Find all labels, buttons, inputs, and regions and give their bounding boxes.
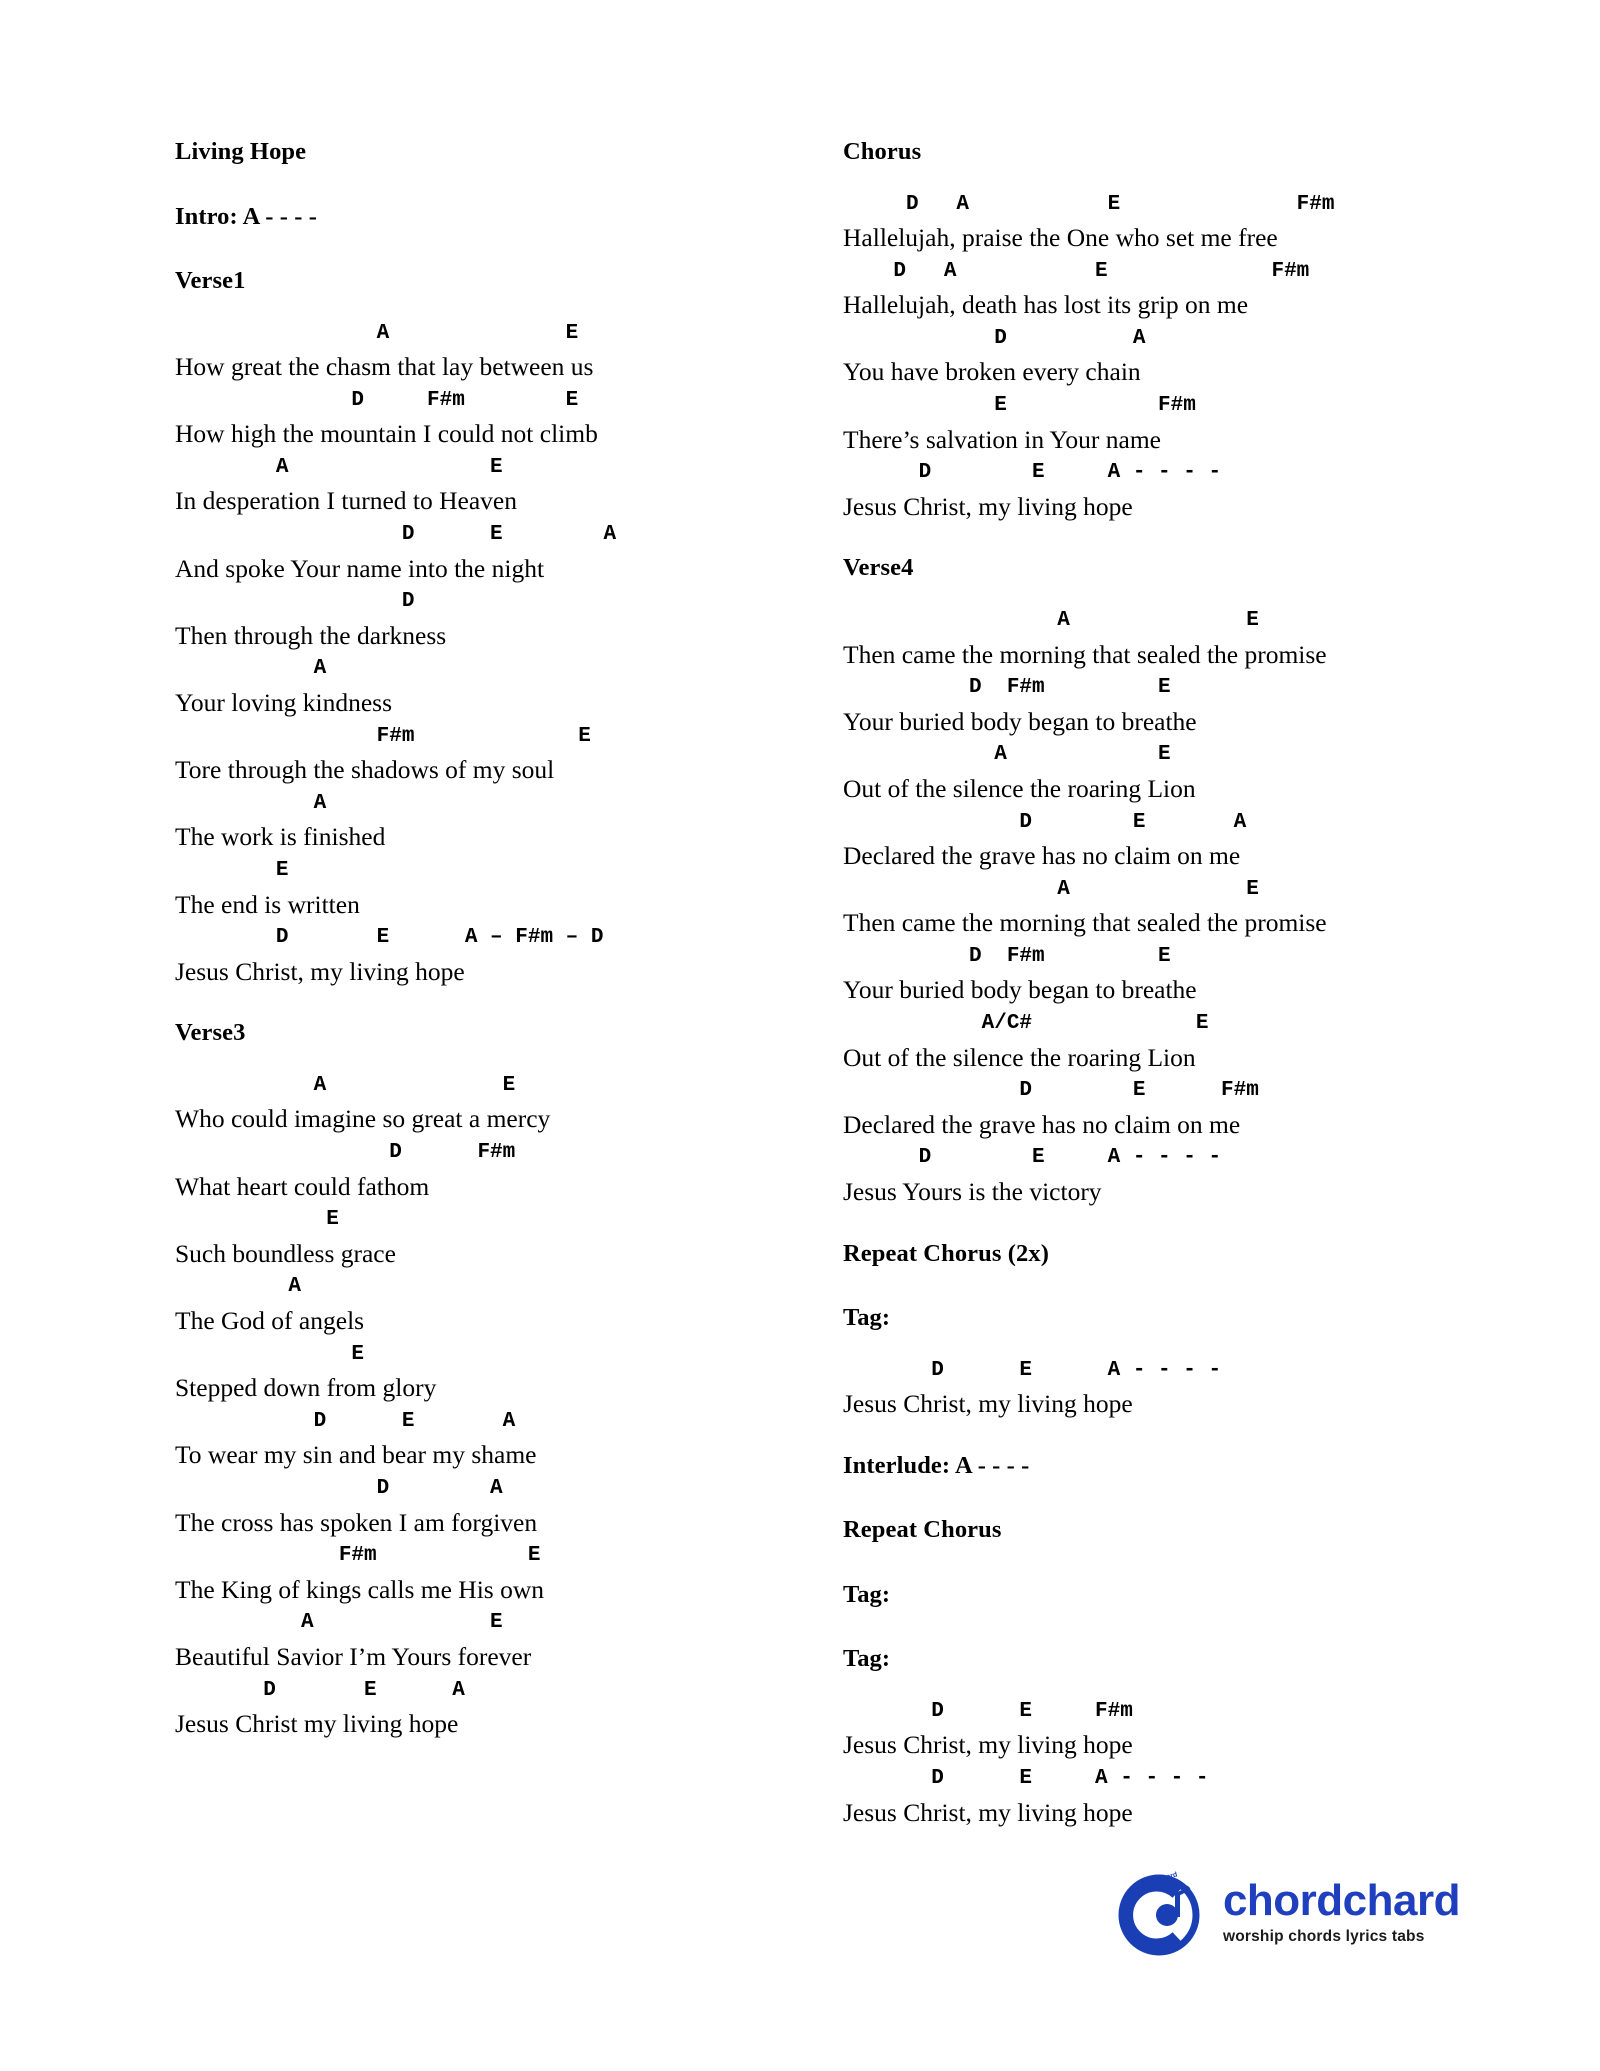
section-heading: Interlude: A - - - - — [843, 1451, 1030, 1479]
chord-line: D F#m E — [843, 944, 1171, 968]
chord-line: D E F#m — [843, 1079, 1259, 1103]
lyric-line: How great the chasm that lay between us — [175, 352, 594, 382]
lyric-line: To wear my sin and bear my shame — [175, 1440, 537, 1470]
chord-line: D F#m E — [175, 388, 579, 412]
section-heading: Living Hope — [175, 138, 307, 165]
lyric-line: The King of kings calls me His own — [175, 1574, 544, 1604]
section-heading: Tag: — [843, 1304, 891, 1332]
chord-lyric-pair — [175, 585, 765, 652]
lyric-line: The work is finished — [175, 822, 386, 852]
chord-line: E F#m — [843, 394, 1196, 418]
lyric-line: The end is written — [175, 889, 360, 919]
logo-wordmark: chordchard — [1222, 1876, 1460, 1926]
chord-line: D E A — [175, 523, 617, 547]
chord-lyric-pair — [843, 1007, 1433, 1074]
chord-lyric-pair — [175, 1472, 765, 1539]
lyric-line: Such boundless grace — [175, 1238, 396, 1268]
chordchard-logo-mark-icon — [1111, 1865, 1207, 1961]
chord-lyric-pair — [843, 604, 1433, 671]
chord-lyric-pair — [175, 787, 765, 854]
chord-line: A/C# E — [843, 1012, 1209, 1036]
chord-line: D E A - - - - — [843, 1358, 1222, 1382]
chord-line: A E — [175, 1611, 503, 1635]
song-section — [843, 1451, 1433, 1519]
chord-line: D E A — [175, 1409, 516, 1433]
lyric-line: How high the mountain I could not climb — [175, 419, 598, 449]
chord-lyric-pair — [175, 652, 765, 719]
chord-lyric-pair — [843, 456, 1433, 523]
lyric-line: There’s salvation in Your name — [843, 424, 1161, 454]
lyric-line: Jesus Christ my living hope — [175, 1709, 459, 1739]
lyric-line: Tore through the shadows of my soul — [175, 755, 555, 785]
song-section — [175, 140, 765, 205]
lyric-line: The God of angels — [175, 1306, 365, 1336]
spacer — [843, 588, 1433, 604]
chord-line: E — [175, 1208, 339, 1232]
chord-line: A E — [175, 1073, 516, 1097]
chord-line: E — [175, 859, 289, 882]
lyric-line: Then came the morning that sealed the promise — [843, 639, 1327, 669]
lyric-line: Jesus Christ, my living hope — [843, 1797, 1133, 1827]
lyric-line: Your loving kindness — [175, 688, 393, 718]
chord-line: D E A — [843, 810, 1247, 834]
section-heading: Verse4 — [843, 554, 914, 582]
song-section — [843, 556, 1433, 1241]
chord-lyric-pair — [843, 255, 1433, 322]
section-heading: Tag: — [843, 1580, 891, 1608]
chord-line: D E F#m — [843, 1699, 1133, 1723]
chord-line: D F#m — [175, 1141, 516, 1165]
lyric-line: Then came the morning that sealed the promise — [843, 908, 1327, 938]
lyric-line: Out of the silence the roaring Lion — [843, 773, 1196, 803]
chord-line: A E — [175, 455, 503, 479]
lyric-line: What heart could fathom — [175, 1171, 430, 1201]
lyric-line: Jesus Christ, my living hope — [843, 1730, 1133, 1760]
chord-line: D E A - - - - — [843, 461, 1222, 485]
chord-lyric-pair — [175, 451, 765, 518]
chord-line: A E — [175, 321, 579, 345]
chord-lyric-pair — [175, 1674, 765, 1741]
chord-lyric-pair — [175, 1338, 765, 1405]
song-section — [843, 1239, 1433, 1307]
chord-lyric-pair — [843, 940, 1433, 1007]
logo-text-group — [1222, 1876, 1460, 1947]
song-section — [175, 202, 765, 270]
song-section — [175, 269, 765, 1021]
chord-lyric-pair — [843, 1695, 1433, 1762]
chord-lyric-pair — [843, 389, 1433, 456]
chord-line: D A — [843, 326, 1146, 350]
chord-line: D E A — [175, 1678, 465, 1702]
spacer — [843, 1338, 1433, 1354]
chord-line: F#m E — [175, 724, 591, 748]
section-spacer — [843, 523, 1433, 556]
song-section — [843, 1580, 1433, 1648]
chord-lyric-pair — [843, 1074, 1433, 1141]
chord-line: E — [175, 1342, 365, 1366]
section-spacer — [175, 988, 765, 1021]
spacer — [843, 1679, 1433, 1695]
chord-lyric-pair — [175, 1270, 765, 1337]
chord-line: F#m E — [175, 1544, 541, 1568]
chord-line: A E — [843, 743, 1171, 767]
chord-line: A E — [843, 877, 1259, 901]
section-spacer — [843, 1273, 1433, 1306]
chord-line: A E — [843, 608, 1259, 632]
lyric-line: Beautiful Savior I’m Yours forever — [175, 1641, 532, 1671]
song-section — [175, 1021, 765, 1756]
lyric-line: You have broken every chain — [843, 357, 1141, 387]
chord-line: D — [175, 590, 415, 614]
chord-lyric-pair — [175, 921, 765, 988]
lyric-line: Your buried body began to breathe — [843, 975, 1197, 1005]
lyric-line: Stepped down from glory — [175, 1373, 437, 1403]
section-spacer — [175, 236, 765, 269]
chord-line: D A — [175, 1477, 503, 1500]
chord-lyric-pair — [175, 1069, 765, 1136]
chord-line: A — [175, 1275, 302, 1299]
lyric-line: Jesus Christ, my living hope — [843, 491, 1133, 521]
chord-lyric-pair — [843, 188, 1433, 255]
song-section — [843, 140, 1433, 556]
lyric-line: The cross has spoken I am forgiven — [175, 1507, 538, 1537]
section-spacer — [175, 1741, 765, 1757]
section-spacer — [843, 1614, 1433, 1647]
lyric-line: And spoke Your name into the night — [175, 553, 545, 583]
song-section — [843, 1647, 1433, 1845]
chord-lyric-pair — [175, 518, 765, 585]
lyric-line: Jesus Yours is the victory — [843, 1177, 1102, 1207]
two-column-layout — [175, 140, 1450, 1845]
lyric-line: Jesus Christ, my living hope — [175, 956, 465, 986]
chord-line: A — [175, 791, 327, 815]
lyric-line: Jesus Christ, my living hope — [843, 1389, 1133, 1419]
chord-line: A — [175, 657, 327, 681]
lyric-line: Declared the grave has no claim on me — [843, 1109, 1241, 1139]
section-spacer — [843, 1550, 1433, 1583]
section-heading: Repeat Chorus (2x) — [843, 1239, 1049, 1267]
chord-line: D F#m E — [843, 676, 1171, 700]
chord-lyric-pair — [843, 1762, 1433, 1829]
chord-lyric-pair — [843, 738, 1433, 805]
lyric-line: Out of the silence the roaring Lion — [843, 1042, 1196, 1072]
section-heading: Verse1 — [175, 267, 246, 294]
section-heading: Tag: — [843, 1645, 891, 1673]
logo-tagline: worship chords lyrics tabs — [1222, 1928, 1425, 1946]
chord-line: D A E F#m — [843, 192, 1335, 216]
chord-lyric-pair — [175, 854, 765, 921]
chord-lyric-pair — [175, 384, 765, 451]
chord-lyric-pair — [843, 671, 1433, 738]
section-spacer — [843, 1829, 1433, 1845]
chord-line: D E A - - - - — [843, 1767, 1209, 1790]
lyric-line: Then through the darkness — [175, 620, 447, 650]
song-section — [843, 1518, 1433, 1583]
section-spacer — [843, 1421, 1433, 1454]
spacer — [175, 301, 765, 317]
section-spacer — [175, 172, 765, 205]
chord-line: D E A - - - - — [843, 1146, 1222, 1170]
chord-lyric-pair — [175, 1203, 765, 1270]
spacer — [175, 1053, 765, 1069]
chord-lyric-pair — [175, 1405, 765, 1472]
section-heading: Intro: A - - - - — [175, 202, 318, 230]
section-heading: Chorus — [843, 138, 922, 165]
chord-lyric-pair — [843, 1141, 1433, 1208]
lyric-line: Hallelujah, death has lost its grip on me — [843, 290, 1249, 320]
chord-lyric-pair — [843, 873, 1433, 940]
chordchard-logo — [1111, 1865, 1460, 1961]
chord-lyric-pair — [175, 317, 765, 384]
left-column — [175, 140, 765, 1757]
section-spacer — [843, 1485, 1433, 1518]
lyric-line: Hallelujah, praise the One who set me free — [843, 223, 1278, 253]
section-heading: Repeat Chorus — [843, 1516, 1002, 1544]
chord-lyric-pair — [175, 1136, 765, 1203]
chord-lyric-pair — [843, 1354, 1433, 1421]
svg-text:chordchard: chordchard — [1139, 1871, 1179, 1888]
chord-line: D E A – F#m – D — [175, 926, 604, 950]
chord-line: D A E F#m — [843, 259, 1310, 283]
section-heading: Verse3 — [175, 1019, 246, 1047]
lyric-line: Who could imagine so great a mercy — [175, 1104, 551, 1134]
song-section — [843, 1306, 1433, 1454]
chord-lyric-pair — [843, 806, 1433, 873]
chord-lyric-pair — [843, 322, 1433, 389]
chord-lyric-pair — [175, 1606, 765, 1673]
lyric-line: Your buried body began to breathe — [843, 706, 1197, 736]
chord-lyric-pair — [175, 1539, 765, 1606]
spacer — [843, 172, 1433, 188]
lyric-line: In desperation I turned to Heaven — [175, 486, 517, 516]
lyric-line: Declared the grave has no claim on me — [843, 841, 1241, 871]
right-column — [843, 140, 1433, 1845]
section-spacer — [843, 1209, 1433, 1242]
chord-lyric-pair — [175, 720, 765, 787]
